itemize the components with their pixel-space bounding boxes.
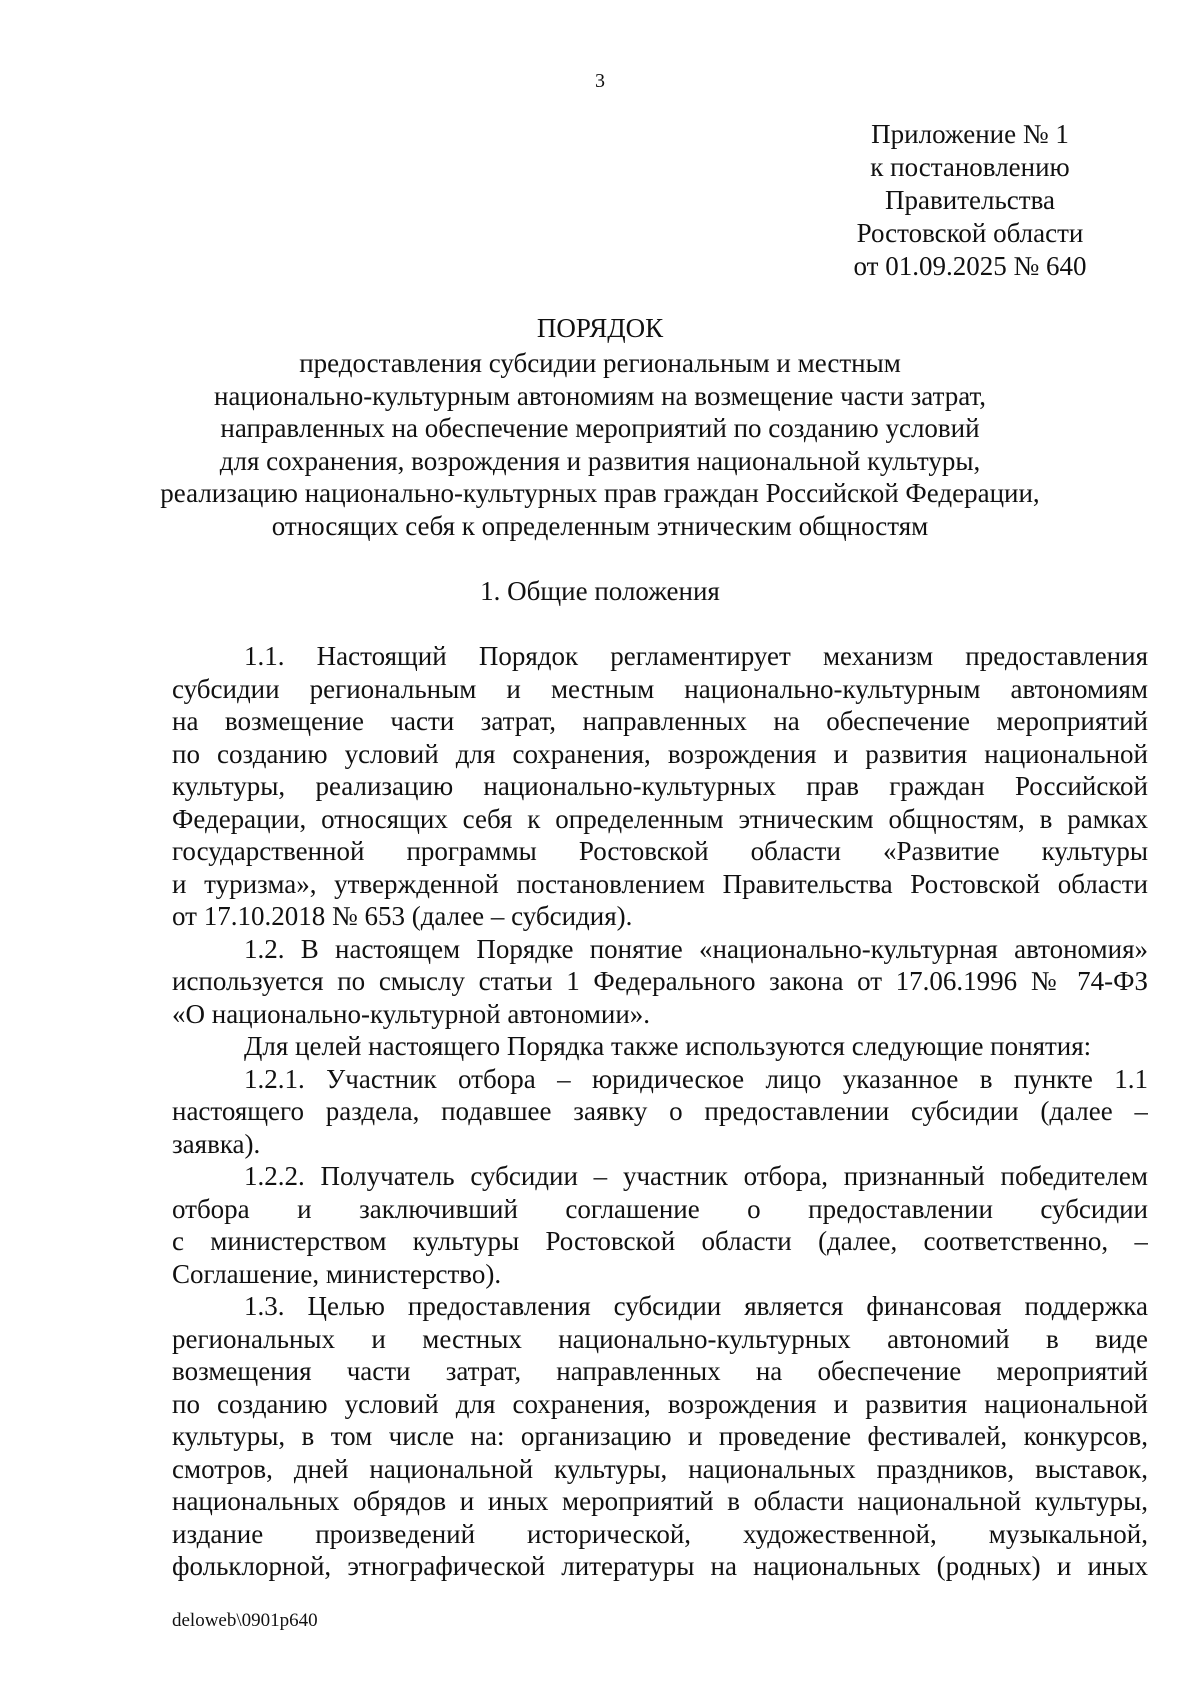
appendix-line: от 01.09.2025 № 640 bbox=[853, 251, 1087, 281]
footer-document-code: deloweb\0901p640 bbox=[172, 1610, 318, 1631]
paragraph-line: Для целей настоящего Порядка также используются следующие понятия: bbox=[244, 1031, 1092, 1061]
subtitle-line: для сохранения, возрождения и развития национальной культуры, bbox=[219, 445, 981, 476]
paragraph-line: используется по смыслу статьи 1 Федерального закона от 17.06.1996 № 74-ФЗ bbox=[172, 966, 1148, 996]
paragraph-line: государственной программы Ростовской области «Развитие культуры bbox=[172, 836, 1148, 866]
paragraph-line: и туризма», утвержденной постановлением Правительства Ростовской области bbox=[172, 868, 1148, 899]
paragraph-line: на возмещение части затрат, направленных на обеспечение мероприятий bbox=[172, 706, 1148, 736]
subtitle-line: реализацию национально-культурных прав граждан Российской Федерации, bbox=[160, 478, 1040, 508]
paragraph-line: настоящего раздела, подавшее заявку о предоставлении субсидии (далее – bbox=[172, 1096, 1148, 1126]
paragraph-line: «О национально-культурной автономии». bbox=[172, 998, 651, 1029]
appendix-line: к постановлению bbox=[870, 152, 1070, 182]
subtitle-line: национально-культурным автономиям на возмещение части затрат, bbox=[213, 380, 987, 411]
paragraph-line: фольклорной, этнографической литературы на национальных (родных) и иных bbox=[172, 1551, 1148, 1581]
document-subtitle bbox=[130, 347, 1070, 542]
appendix-line: Приложение № 1 bbox=[871, 119, 1069, 149]
document-title: ПОРЯДОК bbox=[536, 313, 664, 343]
paragraph-line: издание произведений исторической, художественной, музыкальной, bbox=[172, 1518, 1148, 1549]
paragraph-line: национальных обрядов и иных мероприятий в области национальной культуры, bbox=[172, 1486, 1148, 1516]
paragraph-line: Федерации, относящих себя к определенным этническим общностям, в рамках bbox=[172, 803, 1148, 834]
paragraph-line: культуры, в том числе на: организацию и проведение фестивалей, конкурсов, bbox=[172, 1421, 1148, 1451]
paragraph-line: 1.2.2. Получатель субсидии – участник отбора, признанный победителем bbox=[244, 1161, 1148, 1191]
appendix-block bbox=[800, 118, 1140, 283]
paragraph-line: 1.2.1. Участник отбора – юридическое лицо указанное в пункте 1.1 bbox=[244, 1063, 1148, 1094]
paragraph-line: 1.2. В настоящем Порядке понятие «национально-культурная автономия» bbox=[244, 933, 1148, 964]
paragraph-line: с министерством культуры Ростовской области (далее, соответственно, – bbox=[172, 1226, 1148, 1256]
subtitle-line: предоставления субсидии региональным и местным bbox=[299, 348, 901, 378]
subtitle-line: направленных на обеспечение мероприятий по созданию условий bbox=[220, 413, 980, 443]
paragraph-line: заявка). bbox=[172, 1128, 261, 1159]
subtitle-line: относящих себя к определенным этническим общностям bbox=[271, 510, 929, 541]
paragraph-line: Соглашение, министерство). bbox=[172, 1258, 502, 1289]
appendix-line: Правительства bbox=[885, 185, 1055, 215]
paragraph-line: от 17.10.2018 № 653 (далее – субсидия). bbox=[172, 901, 633, 931]
paragraph-line: 1.1. Настоящий Порядок регламентирует механизм предоставления bbox=[244, 641, 1148, 671]
appendix-line: Ростовской области bbox=[856, 218, 1084, 248]
paragraph-line: смотров, дней национальной культуры, национальных праздников, выставок, bbox=[172, 1453, 1148, 1484]
paragraph-line: по созданию условий для сохранения, возрождения и развития национальной bbox=[172, 1388, 1148, 1419]
body-text bbox=[172, 640, 1148, 1583]
paragraph-line: 1.3. Целью предоставления субсидии является финансовая поддержка bbox=[244, 1291, 1148, 1321]
page-number: 3 bbox=[595, 70, 605, 92]
paragraph-line: региональных и местных национально-культурных автономий в виде bbox=[172, 1323, 1148, 1354]
paragraph-line: культуры, реализацию национально-культурных прав граждан Российской bbox=[172, 771, 1148, 801]
paragraph-line: отбора и заключивший соглашение о предоставлении субсидии bbox=[172, 1193, 1148, 1224]
paragraph-line: субсидии региональным и местным национально-культурным автономиям bbox=[172, 673, 1148, 704]
section-heading: 1. Общие положения bbox=[480, 576, 720, 606]
paragraph-line: возмещения части затрат, направленных на обеспечение мероприятий bbox=[172, 1356, 1148, 1386]
paragraph-line: по созданию условий для сохранения, возрождения и развития национальной bbox=[172, 738, 1148, 769]
